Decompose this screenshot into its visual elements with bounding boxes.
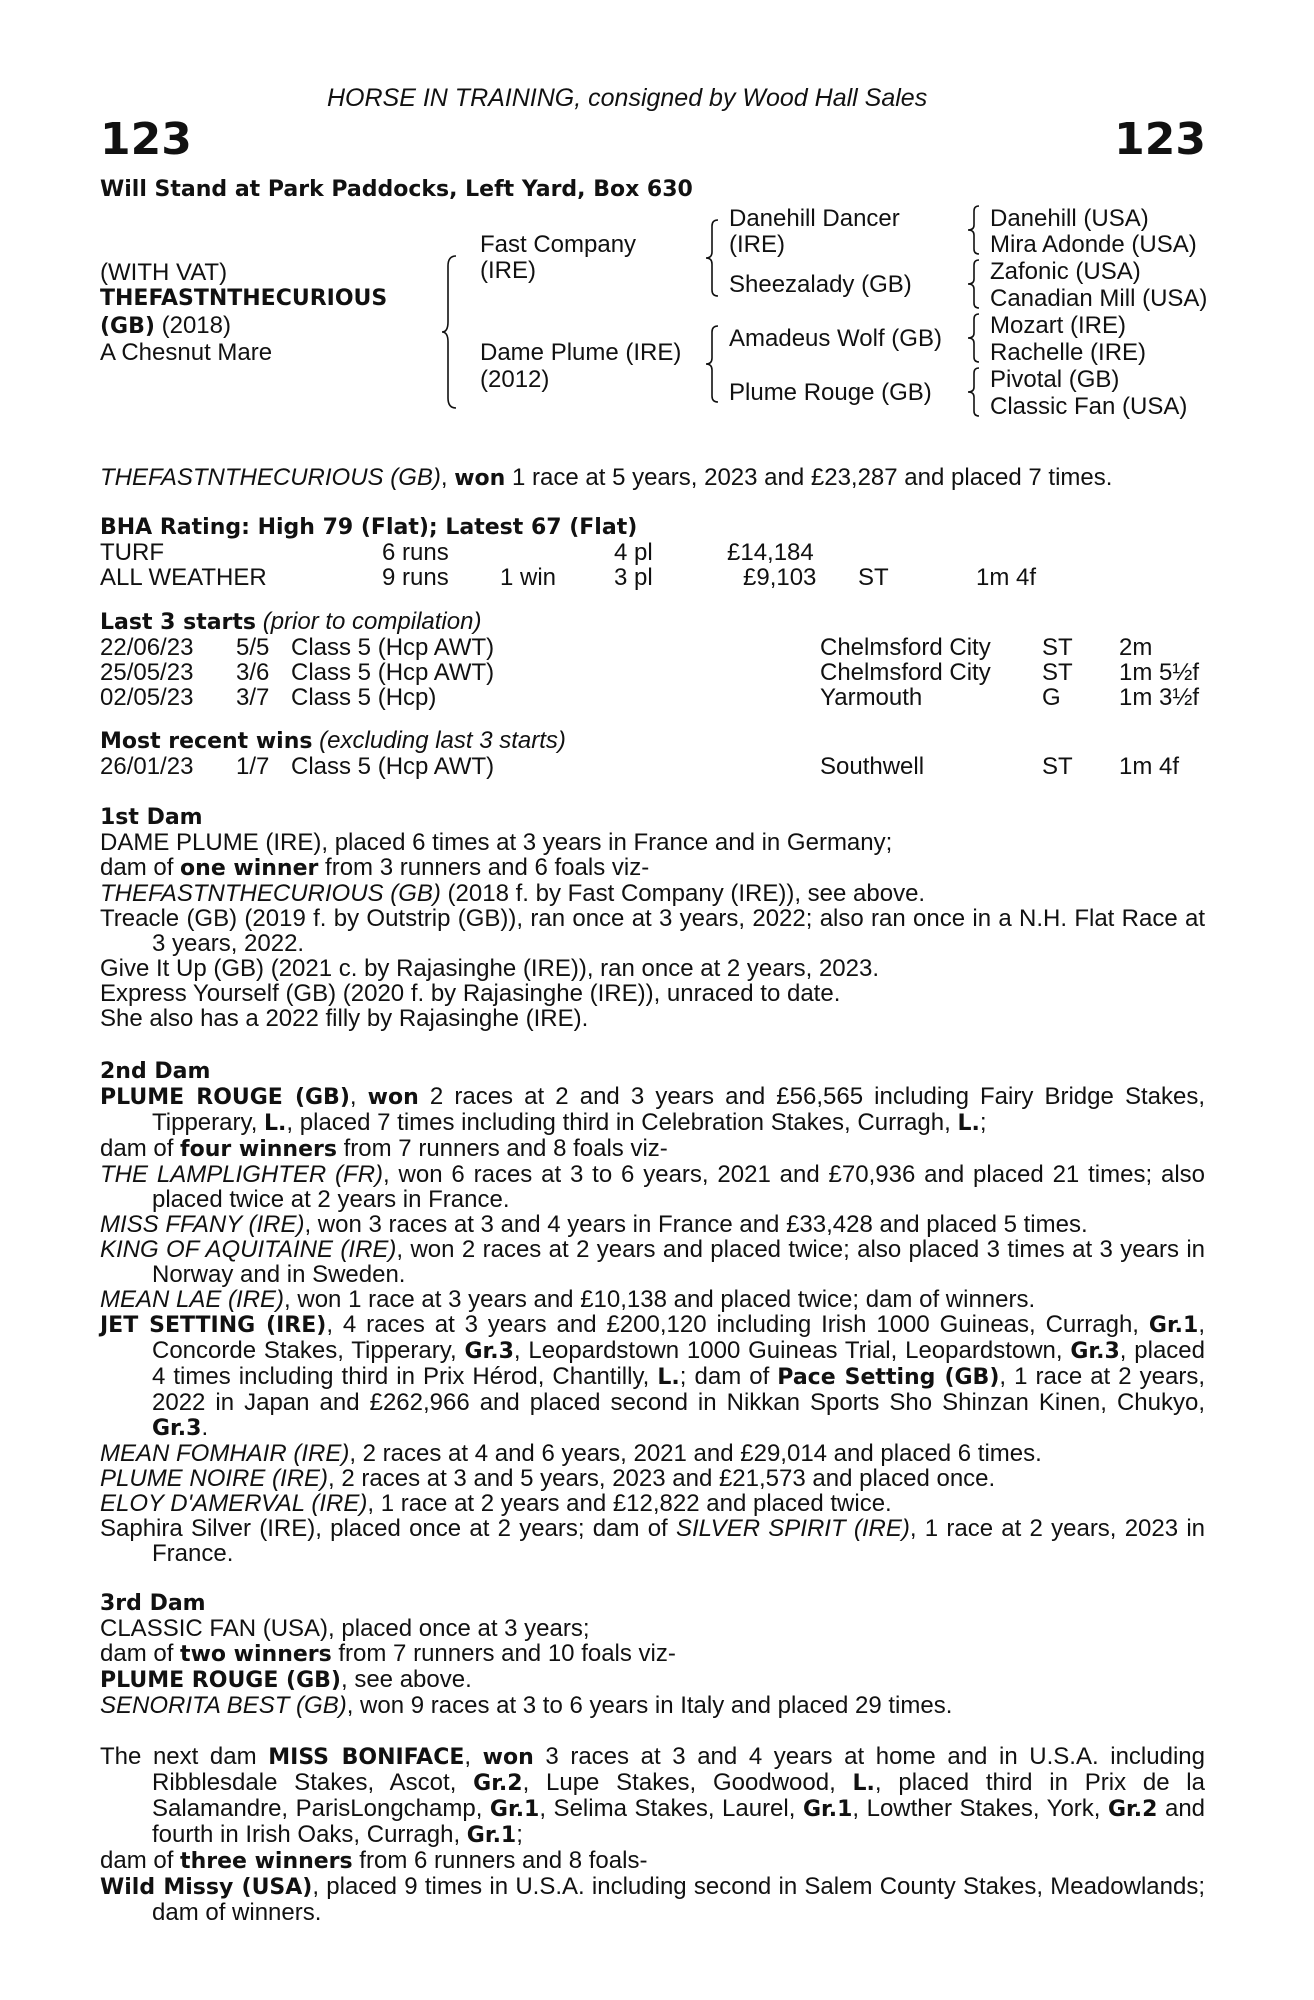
horse-country: (GB): [100, 314, 155, 339]
horse-origin: [100, 313, 231, 339]
first-dam-produce-summary: dam of one winner from 3 runners and 6 foals viz-: [100, 854, 650, 881]
third-dam-record: CLASSIC FAN (USA), placed once at 3 years;: [100, 1615, 590, 1642]
second-dam-produce-summary: dam of four winners from 7 runners and 8 foals viz-: [100, 1135, 668, 1162]
second-dam-heading: 2nd Dam: [100, 1059, 211, 1084]
start-course: Yarmouth: [820, 684, 923, 711]
win-class: Class 5 (Hcp AWT): [291, 753, 495, 780]
start-position: 3/6: [236, 659, 270, 686]
recent-wins-section: [100, 728, 1205, 779]
rating-runs: 6 runs: [382, 539, 449, 566]
bha-rating-section: [100, 515, 1205, 590]
g3-ancestor-3: Zafonic (USA): [990, 258, 1141, 285]
last-starts-title: Last 3 starts: [100, 610, 257, 635]
bha-rating-title: BHA Rating: High 79 (Flat); Latest 67 (Flat): [100, 515, 638, 540]
produce-entry: Express Yourself (GB) (2020 f. by Rajasinghe (IRE)), unraced to date.: [100, 980, 841, 1007]
grand-produce-entry: JET SETTING (IRE), 4 races at 3 years and £200,120 including Irish 1000 Guineas, Curragh, Gr.1, Concorde Stakes, Tipperary, Gr.3, Leopardstown 1000 Guineas Trial, Leopardstown, Gr.3, placed 4 times including third in Prix Hérod, Chantilly, L.; dam of Pace Setting (GB), 1 race at 2 years, 2022 in Japan and £262,966 and placed second in Nikkan Sports Sho Shinzan Kinen, Chukyo, Gr.3.: [100, 1311, 1206, 1441]
grand-produce-entry: MEAN FOMHAIR (IRE), 2 races at 4 and 6 years, 2021 and £29,014 and placed 6 times.: [100, 1440, 1042, 1467]
start-date: 02/05/23: [100, 684, 194, 711]
third-dam-heading: 3rd Dam: [100, 1591, 206, 1616]
start-distance: 2m: [1119, 634, 1153, 661]
pedigree-brace-dam: [704, 322, 724, 406]
pedigree-brace-g3-1: [966, 203, 984, 257]
rating-distance: 1m 4f: [976, 564, 1037, 591]
start-position: 5/5: [236, 634, 270, 661]
rating-prize: £9,103: [743, 564, 817, 591]
start-class: Class 5 (Hcp AWT): [291, 659, 495, 686]
rating-wins: 1 win: [500, 564, 557, 591]
third-dam-section: [100, 1591, 1205, 1718]
start-row: [100, 660, 1205, 685]
recent-wins-note: (excluding last 3 starts): [312, 727, 566, 754]
win-course: Southwell: [820, 753, 925, 780]
race-summary: THEFASTNTHECURIOUS (GB), won 1 race at 5 years, 2023 and £23,287 and placed 7 times.: [100, 464, 1113, 491]
next-dam-section: [100, 1744, 1205, 1925]
rating-surface: ALL WEATHER: [100, 564, 267, 591]
next-dam-record: The next dam MISS BONIFACE, won 3 races at 3 and 4 years at home and in U.S.A. including Ribblesdale Stakes, Ascot, Gr.2, Lupe Stakes, Goodwood, L., placed third in Prix de la Salamandre, ParisLongchamp, Gr.1, Selima Stakes, Laurel, Gr.1, Lowther Stakes, York, Gr.2 and fourth in Irish Oaks, Curragh, Gr.1;: [100, 1743, 1206, 1848]
summary-horse: THEFASTNTHECURIOUS (GB): [100, 464, 441, 491]
first-dam-record: DAME PLUME (IRE), placed 6 times at 3 years in France and in Germany;: [100, 829, 893, 856]
g3-ancestor-5: Mozart (IRE): [990, 312, 1127, 339]
start-class: Class 5 (Hcp AWT): [291, 634, 495, 661]
first-dam-heading: 1st Dam: [100, 805, 203, 830]
rating-row-all-weather: [100, 565, 1205, 590]
summary-text: 1 race at 5 years, 2023 and £23,287 and placed 7 times.: [505, 464, 1113, 491]
rating-placed: 4 pl: [614, 539, 653, 566]
first-dam-section: [100, 805, 1205, 1031]
horse-description: A Chesnut Mare: [100, 339, 273, 366]
consignor-heading: HORSE IN TRAINING, consigned by Wood Hall Sales: [327, 84, 928, 112]
grand-produce-entry: PLUME NOIRE (IRE), 2 races at 3 and 5 years, 2023 and £21,573 and placed once.: [100, 1465, 996, 1492]
stand-location: Will Stand at Park Paddocks, Left Yard, Box 630: [100, 177, 693, 202]
first-dam-note: She also has a 2022 filly by Rajasinghe (IRE).: [100, 1005, 589, 1032]
sire-name: Fast Company: [480, 231, 637, 258]
start-class: Class 5 (Hcp): [291, 684, 437, 711]
sire-sire-origin: (IRE): [729, 231, 785, 258]
lot-number-left: 123: [100, 114, 192, 165]
sire-sire-name: Danehill Dancer: [729, 205, 900, 232]
third-dam-produce-summary: dam of two winners from 7 runners and 10 foals viz-: [100, 1640, 676, 1667]
rating-surface: TURF: [100, 539, 164, 566]
g3-ancestor-6: Rachelle (IRE): [990, 339, 1147, 366]
dam-year: (2012): [480, 366, 550, 393]
lot-number-right: 123: [1114, 114, 1206, 165]
start-going: ST: [1042, 634, 1073, 661]
rating-row-turf: [100, 540, 1205, 565]
start-row: [100, 635, 1205, 660]
pedigree-brace-g3-3: [966, 311, 984, 365]
g3-ancestor-7: Pivotal (GB): [990, 366, 1120, 393]
recent-wins-title: Most recent wins: [100, 729, 313, 754]
next-dam-produce-summary: dam of three winners from 6 runners and 8 foals-: [100, 1847, 648, 1874]
produce-entry: THEFASTNTHECURIOUS (GB) (2018 f. by Fast Company (IRE)), see above.: [100, 880, 926, 907]
start-row: [100, 685, 1205, 710]
grand-produce-entry: Saphira Silver (IRE), placed once at 2 years; dam of SILVER SPIRIT (IRE), 1 race at 2 years, 2023 in France.: [100, 1515, 1206, 1567]
win-date: 26/01/23: [100, 753, 194, 780]
produce-entry: SENORITA BEST (GB), won 9 races at 3 to 6 years in Italy and placed 29 times.: [100, 1692, 953, 1719]
start-going: ST: [1042, 659, 1073, 686]
win-position: 1/7: [236, 753, 270, 780]
produce-entry: THE LAMPLIGHTER (FR), won 6 races at 3 to 6 years, 2021 and £70,936 and placed 21 times; also placed twice at 2 years in France.: [100, 1161, 1205, 1213]
start-distance: 1m 5½f: [1119, 659, 1200, 686]
start-distance: 1m 3½f: [1119, 684, 1200, 711]
rating-runs: 9 runs: [382, 564, 449, 591]
rating-prize: £14,184: [727, 539, 814, 566]
produce-entry: Treacle (GB) (2019 f. by Outstrip (GB)), ran once at 3 years, 2022; also ran once in a N.H. Flat Race at 3 years, 2022.: [100, 905, 1205, 957]
sire-origin: (IRE): [480, 257, 536, 284]
pedigree-brace-sire: [704, 216, 724, 300]
horse-name: THEFASTNTHECURIOUS: [100, 286, 388, 311]
g3-ancestor-4: Canadian Mill (USA): [990, 285, 1208, 312]
summary-won: won: [454, 466, 506, 491]
start-date: 22/06/23: [100, 634, 194, 661]
dam-dam-name: Plume Rouge (GB): [729, 379, 932, 406]
vat-note: (WITH VAT): [100, 259, 228, 286]
rating-placed: 3 pl: [614, 564, 653, 591]
start-date: 25/05/23: [100, 659, 194, 686]
g3-ancestor-8: Classic Fan (USA): [990, 393, 1188, 420]
win-distance: 1m 4f: [1119, 753, 1180, 780]
start-course: Chelmsford City: [820, 659, 991, 686]
g3-ancestor-2: Mira Adonde (USA): [990, 231, 1197, 258]
produce-entry: Wild Missy (USA), placed 9 times in U.S.A. including second in Salem County Stakes, Meadowlands; dam of winners.: [100, 1873, 1206, 1926]
produce-entry: MISS FFANY (IRE), won 3 races at 3 and 4 years in France and £33,428 and placed 5 times.: [100, 1211, 1088, 1238]
produce-entry: PLUME ROUGE (GB), see above.: [100, 1666, 472, 1693]
sire-dam-name: Sheezalady (GB): [729, 271, 912, 298]
last-starts-note: (prior to compilation): [256, 608, 482, 635]
win-row: [100, 754, 1205, 779]
start-going: G: [1042, 684, 1061, 711]
horse-year: (2018): [161, 312, 231, 339]
win-going: ST: [1042, 753, 1073, 780]
pedigree-brace-g3-2: [966, 257, 984, 311]
produce-entry: KING OF AQUITAINE (IRE), won 2 races at 2 years and placed twice; also placed 3 times at 3 years in Norway and in Sweden.: [100, 1236, 1206, 1288]
produce-entry: Give It Up (GB) (2021 c. by Rajasinghe (IRE)), ran once at 2 years, 2023.: [100, 955, 880, 982]
dam-sire-name: Amadeus Wolf (GB): [729, 325, 942, 352]
rating-going: ST: [858, 564, 889, 591]
start-course: Chelmsford City: [820, 634, 991, 661]
pedigree-brace-g3-4: [966, 365, 984, 419]
second-dam-section: [100, 1059, 1205, 1566]
produce-entry: MEAN LAE (IRE), won 1 race at 3 years and £10,138 and placed twice; dam of winners.: [100, 1286, 1036, 1313]
dam-name: Dame Plume (IRE): [480, 339, 682, 366]
g3-ancestor-1: Danehill (USA): [990, 205, 1149, 232]
start-position: 3/7: [236, 684, 270, 711]
second-dam-record: PLUME ROUGE (GB), won 2 races at 2 and 3 years and £56,565 including Fairy Bridge Stakes, Tipperary, L., placed 7 times including third in Celebration Stakes, Curragh, L.;: [100, 1083, 1205, 1136]
pedigree-brace-main: [440, 252, 462, 412]
last-starts-section: [100, 609, 1205, 710]
grand-produce-entry: ELOY D'AMERVAL (IRE), 1 race at 2 years and £12,822 and placed twice.: [100, 1490, 892, 1517]
